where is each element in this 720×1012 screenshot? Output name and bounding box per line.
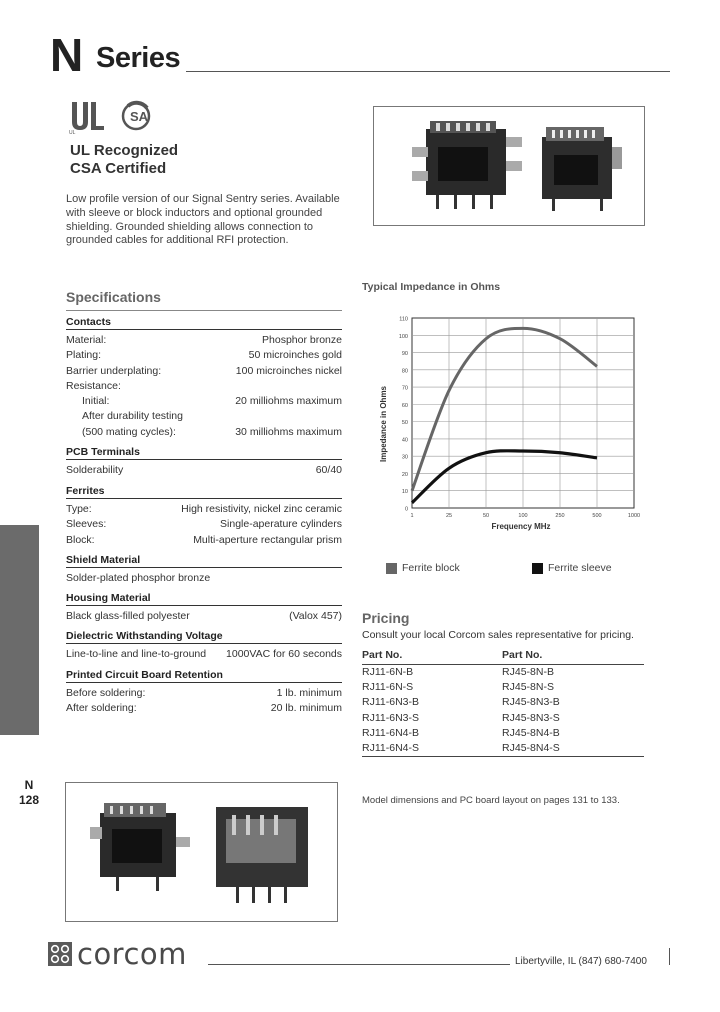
page-letter: N (24, 778, 34, 792)
x-tick-label: 500 (592, 513, 602, 519)
x-tick-label: 25 (445, 513, 453, 519)
x-tick-label: 50 (482, 513, 490, 519)
spec-label: After soldering: (66, 702, 137, 715)
page-number (19, 778, 39, 808)
pricing-title: Pricing (362, 610, 410, 626)
part-number: RJ11-6N4-B (362, 726, 419, 739)
table-row (362, 680, 644, 695)
spec-section-ferrites (66, 485, 342, 548)
spec-heading: Printed Circuit Board Retention (66, 669, 342, 683)
spec-label: Initial: (82, 395, 110, 408)
spec-label: Before soldering: (66, 687, 146, 699)
spec-label: Type: (66, 503, 92, 515)
spec-heading: Housing Material (66, 592, 342, 606)
chart-title: Typical Impedance in Ohms (362, 281, 501, 293)
part-number: RJ45-8N-B (502, 666, 554, 678)
spec-label: Sleeves: (66, 518, 107, 531)
spec-section-pcb-retention (66, 669, 342, 717)
legend-swatch (532, 563, 543, 574)
footer-tick (669, 948, 670, 965)
page-num: 128 (19, 793, 40, 807)
spec-value: 30 milliohms maximum (235, 425, 342, 438)
part-number: RJ11-6N-S (362, 681, 414, 694)
x-tick-label: 100 (518, 513, 528, 519)
y-tick-label: 0 (404, 506, 408, 513)
legend-label: Ferrite sleeve (548, 562, 612, 574)
specifications-title: Specifications (66, 289, 161, 305)
spec-row (66, 463, 342, 478)
spec-value: 1000VAC for 60 seconds (226, 648, 342, 660)
legend-ferrite-block (386, 562, 460, 574)
y-tick-label: 10 (401, 489, 408, 496)
footer-rule (208, 964, 510, 965)
csa-mark-text: SA (130, 109, 149, 124)
spec-row (66, 364, 342, 379)
spec-heading: Shield Material (66, 554, 342, 568)
spec-row (66, 502, 342, 517)
x-tick-label: 250 (555, 513, 565, 519)
spec-value: 60/40 (315, 464, 342, 476)
table-row (362, 711, 644, 726)
spec-label: Plating: (66, 349, 102, 362)
ul-logo (69, 102, 104, 136)
corcom-mark-icon (48, 942, 72, 966)
part-number: RJ45-8N3-B (502, 696, 560, 709)
y-tick-label: 100 (398, 333, 408, 340)
chart-x-label: Frequency MHz (491, 522, 551, 531)
cert-ul-recognized: UL Recognized (70, 142, 179, 159)
column-header: Part No. (362, 648, 502, 665)
pricing-note: Consult your local Corcom sales representative for pricing. (362, 629, 634, 641)
spec-value: 1 lb. minimum (276, 687, 342, 699)
connector-left (412, 121, 522, 209)
part-number: RJ45-8N3-S (502, 711, 560, 724)
specifications-rule (66, 310, 342, 311)
spec-label: Block: (66, 533, 95, 546)
table-header-row (362, 648, 644, 665)
legend-ferrite-sleeve (532, 562, 612, 574)
spec-value: 20 lb. minimum (270, 702, 342, 715)
spec-label: Solderability (66, 464, 124, 476)
spec-label: Barrier underplating: (66, 364, 162, 377)
spec-value: High resistivity, nickel zinc ceramic (181, 503, 342, 515)
spec-value: Single-aperature cylinders (220, 518, 342, 531)
product-photo-top (373, 106, 645, 226)
corcom-wordmark: corcom (77, 937, 187, 971)
spec-label: Black glass-filled polyester (66, 610, 190, 622)
spec-heading: Dielectric Withstanding Voltage (66, 630, 342, 644)
intro-paragraph: Low profile version of our Signal Sentry series. Available with sleeve or block inductors and optional grounded shielding. Grounded shielding allows connection to grounded cables for additional RFI protection. (66, 193, 340, 247)
spec-label: Solder-plated phosphor bronze (66, 572, 211, 584)
header-series: Series (96, 42, 181, 74)
spec-value: 100 microinches nickel (235, 364, 342, 377)
spec-section-contacts (66, 316, 342, 440)
spec-value: 20 milliohms maximum (235, 395, 342, 408)
cert-csa-certified: CSA Certified (70, 160, 167, 177)
header-rule (186, 71, 670, 72)
csa-logo (123, 103, 149, 129)
impedance-chart (362, 298, 652, 538)
product-photo-bottom (65, 782, 338, 922)
y-tick-label: 30 (401, 454, 408, 461)
corcom-logo (48, 938, 187, 970)
part-number: RJ11-6N3-S (362, 711, 419, 724)
part-number: RJ45-8N-S (502, 681, 554, 694)
table-row (362, 695, 644, 710)
spec-label: Line-to-line and line-to-ground (66, 648, 207, 660)
connector-back (216, 807, 308, 903)
spec-row (66, 425, 342, 440)
table-row (362, 665, 644, 681)
spec-row (66, 701, 342, 716)
spec-row (66, 609, 342, 624)
part-number: RJ11-6N4-S (362, 741, 502, 757)
legend-label: Ferrite block (402, 562, 460, 574)
spec-row (66, 409, 342, 424)
spec-row (66, 394, 342, 409)
x-tick-label: 1 (410, 513, 414, 519)
connector-front (90, 803, 190, 891)
spec-value: Phosphor bronze (262, 334, 342, 346)
y-tick-label: 50 (401, 420, 408, 427)
column-header: Part No. (502, 648, 644, 665)
chart-y-label: Impedance in Ohms (379, 385, 388, 463)
spec-row (66, 517, 342, 532)
spec-row (66, 533, 342, 548)
certification-logos (68, 96, 168, 136)
y-tick-label: 80 (401, 368, 408, 375)
part-number: RJ11-6N-B (362, 666, 414, 678)
table-row (362, 741, 644, 757)
spec-label: Material: (66, 334, 107, 346)
model-dimensions-note: Model dimensions and PC board layout on pages 131 to 133. (362, 795, 620, 806)
spec-label: Resistance: (66, 379, 121, 392)
y-tick-label: 60 (401, 402, 408, 409)
header-letter: N (50, 29, 83, 81)
y-tick-label: 110 (399, 316, 408, 323)
spec-value: Multi-aperture rectangular prism (193, 533, 342, 546)
spec-section-shield (66, 554, 342, 586)
spec-row (66, 379, 342, 394)
spec-row (66, 348, 342, 363)
spec-row (66, 333, 342, 348)
spec-label: (500 mating cycles): (82, 425, 176, 438)
table-row (362, 726, 644, 741)
spec-heading: Contacts (66, 316, 342, 330)
spec-section-pcb-terminals (66, 446, 342, 478)
ul-mark-text: UL (69, 130, 76, 136)
y-tick-label: 90 (401, 351, 408, 358)
spec-row (66, 647, 342, 662)
connector-right (542, 127, 622, 211)
spec-section-housing (66, 592, 342, 624)
part-number: RJ11-6N3-B (362, 696, 419, 709)
x-tick-label: 1000 (627, 513, 641, 519)
spec-heading: Ferrites (66, 485, 342, 499)
spec-heading: PCB Terminals (66, 446, 342, 460)
spec-value: 50 microinches gold (248, 349, 342, 362)
part-number: RJ45-8N4-S (502, 741, 644, 757)
section-tab (0, 525, 39, 735)
legend-swatch (386, 563, 397, 574)
spec-row (66, 686, 342, 701)
spec-row (66, 571, 342, 586)
y-tick-label: 20 (401, 471, 408, 478)
connector-photo-image (66, 783, 337, 921)
connector-photo-image (374, 107, 644, 225)
spec-label: After durability testing (82, 410, 183, 423)
y-tick-label: 70 (401, 385, 408, 392)
y-tick-label: 40 (401, 437, 408, 444)
part-number-table (362, 648, 644, 757)
part-number: RJ45-8N4-B (502, 726, 560, 739)
footer-contact: Libertyville, IL (847) 680-7400 (515, 956, 647, 967)
spec-value: (Valox 457) (289, 610, 342, 622)
spec-section-dielectric (66, 630, 342, 662)
